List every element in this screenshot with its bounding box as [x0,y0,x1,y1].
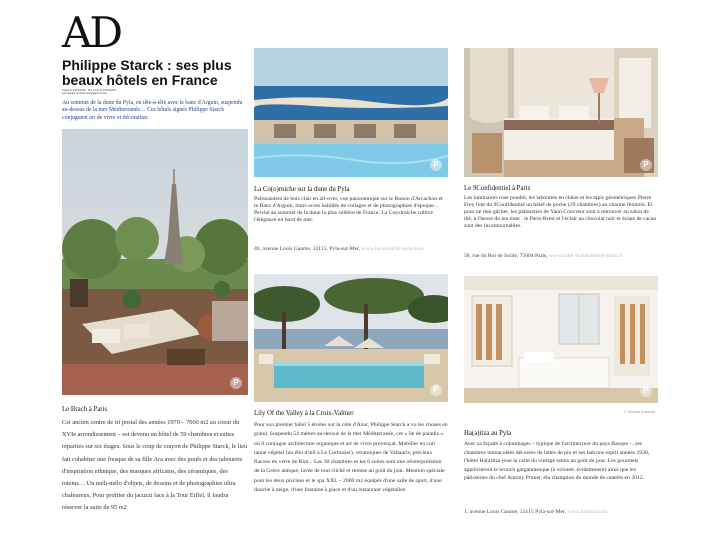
hotel-text: Pour son premier hôtel 5 étoiles sur la côte d'Azur, Philippe Starck a vu les choses en grand. Suspendu 54 mètres au-dessus de la mer Méditerranée, cet « île de paradis » où il conjugue architecture organique et art de vivre provençal. Mobilier en cuir tanné végétal (un élin d'œil à Le Corbusier), céramiques de Vallauris, précieux flacons en verre de Biot... Les 38 chambres et les 6 suites sont une réinterprétation de la Grèce antique, lavée de tout cliché et remise au goût du jour. Mention spéciale pour les deux piscines et le spa XXL – 2000 m2 équipés d'une salle de sport, d'une douche à neige, d'une fontaine à glace et d'un restaurant végétalien [254,422,448,494]
hotel-link[interactable]: www.hotel-9confidentiel-paris.fr [549,253,623,259]
photo-credit: © Nicolas Anetson [624,410,656,414]
hotel-link[interactable]: www.haaitza.com [567,509,608,515]
ad-logo[interactable]: AD [62,8,121,57]
pinterest-icon[interactable]: P [430,384,442,396]
article-headline: Philippe Starck : ses plus beaux hôtels en France [62,57,232,88]
photo-la-coorniche [254,48,448,177]
hotel-address [464,253,658,260]
pinterest-icon[interactable]: P [430,159,442,171]
pinterest-icon[interactable]: P [230,377,242,389]
address-text: 46, avenue Louis Gaume, 33115, Pyla-sur-Mer, [254,246,361,252]
address-text: 58, rue du Roi de Sicile, 75004 Paris, [464,253,548,259]
pinterest-icon[interactable]: P [640,159,652,171]
photo-le-brach [62,129,248,395]
photo-lily-of-the-valley [254,274,448,402]
hotel-address [464,509,658,516]
hotel-title: Lily Of the Valley à la Croix-Valmer [254,410,354,417]
byline-date: Publié le 24/06/2020 · Mis à jour le 24/06/2020 [62,89,116,92]
hotel-text: Les luminaires rose poudré, les tabourets en chêne et les tapis géométriques Pierre Frey font du 9Confidentiel un hôtel de poche (29 chambres) au charme féminin. Et pour ne rien gâcher, les pâtisseries de Yann Couvreur sont à retrouver au salon de thé, à l'heure du tea time : le Paris-Brest et l'éclair au chocolat noir et éclats de cacao sont des incontournables. [464,195,657,230]
hotel-text: Palissandres de bois clair en all-over, vue panoramique sur le Bassin d'Arcachon et le Banc d'Arguin, murs ocres habillés de collages et de photographies d'époque... Perché au sommet de la dune la plus célèbre de France, La Co(o)rniche cultive l'élégance en bord de mer. [254,196,443,224]
hotel-title: Ha(a)itza au Pyla [464,430,512,437]
article-byline [62,89,242,96]
address-text: 1, avenue Louis Gaume, 33115 Pyla-sur-Mer, [464,509,566,515]
article-intro: Au sommet de la dune du Pyla, en tête-à-tête avec le banc d'Arguin, suspendu au-dessus de la mer Méditerranée… Ces hôtels signés Philippe Starck conjuguent art de vivre et décoration. [62,100,243,121]
photo-haaitza [464,276,658,403]
hotel-link[interactable]: www.lacoorniche-pyla.com [361,246,424,252]
hotel-text: Avec sa façade à colombages – typique de l'architecture du pays Basque –, ses chambres immaculées décorées de lattes de pin et ses balcons esprit années 1930, l'hôtel Ha(a)itza joue la carte du vintage remis au goût du jour. Les gourmets apprécieront le brunch gargantuesque (à volonté, évidemment) ainsi que les pâtisseries du chef Antony Pruner, élu champion du monde de canelés en 2012. [464,441,650,482]
byline-author: par l'équipe Architectural Digest France [62,92,108,96]
hotel-title: La Co(o)rniche sur la dune du Pyla [254,186,350,193]
photo-le-9confidentiel [464,48,658,177]
hotel-title: Le 9Confidentiel à Paris [464,185,531,192]
hotel-address [254,246,448,253]
hotel-text: Cet ancien centre de tri postal des années 1970 – 7000 m2 au coeur du XVIe arrondissement – est devenu un hôtel de 59 chambres et suites réparties sur six étages. Sous le coup de crayon de Philippe Starck, le lieu fait cohabiter une fresque de sa fille Ara avec des poufs et des tabourets d'inspiration ethnique, des masques africains, des céramiques, des totems… Un méli-mélo d'objets, de dessins et de photographies ultra chaleureux. Pour profiter du jacuzzi face à la Tour Eiffel, il faudra réserver la suite de 95 m2 [62,419,248,512]
hotel-title: Le Brach à Paris [62,406,108,413]
pinterest-icon[interactable]: P [640,385,652,397]
